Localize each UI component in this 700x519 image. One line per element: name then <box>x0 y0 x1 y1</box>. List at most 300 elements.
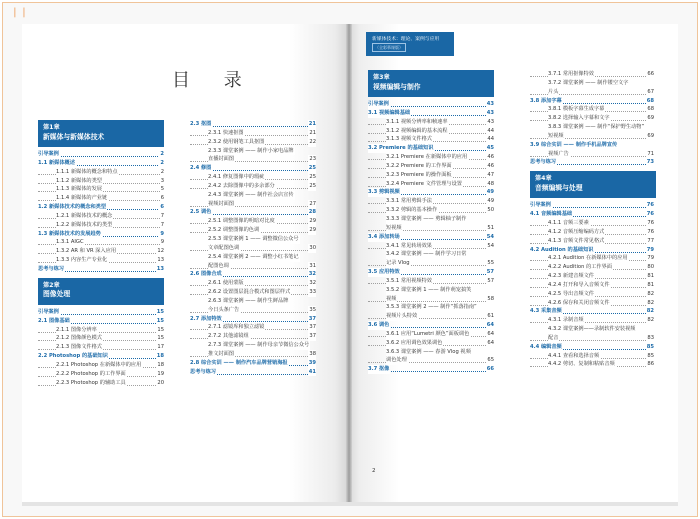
toc-section[interactable] <box>190 164 316 173</box>
entry-title: 1.1.1 新媒体的概念和特点 <box>56 168 118 175</box>
toc-entry[interactable] <box>190 323 316 332</box>
entry-page: 57 <box>487 277 494 284</box>
entry-page: 17 <box>157 344 164 351</box>
toc-entry[interactable] <box>530 105 654 114</box>
entry-title: 3.6 调色 <box>368 322 390 329</box>
entry-page: 54 <box>486 233 494 240</box>
entry-title: 短视频 <box>386 224 402 231</box>
toc-section[interactable] <box>530 343 654 352</box>
chapter-number: 第4章 <box>535 175 552 183</box>
entry-title: 4.4 编辑音频 <box>530 343 562 350</box>
toc-title: 目 录 <box>172 70 256 91</box>
entry-page: 29 <box>309 227 316 234</box>
entry-page: 76 <box>646 211 654 218</box>
chapter-number: 第3章 <box>373 74 390 81</box>
entry-title: 3.6.1 应用“Lumetri 颜色”面板调色 <box>386 330 470 337</box>
entry-title: 3.9 综合实训 —— 制作手机品牌宣传 <box>530 141 618 148</box>
entry-title: 2.3.3 课堂案例 —— 制作小家电品牌 <box>208 147 294 154</box>
entry-page: 46 <box>487 154 494 161</box>
toc-entry[interactable] <box>530 70 654 79</box>
entry-title: 1.1.3 新媒体的发展 <box>56 186 102 193</box>
entry-page: 39 <box>308 359 316 366</box>
entry-title: 2.7.3 课堂案例 —— 制作母亲节微信公众号 <box>208 342 310 349</box>
toc-entry[interactable] <box>530 334 654 343</box>
entry-page: 49 <box>486 189 494 196</box>
entry-title: 直播封面图 <box>208 156 234 163</box>
entry-page: 85 <box>647 352 654 359</box>
entry-page: 30 <box>309 244 316 251</box>
entry-page: 44 <box>487 127 494 134</box>
entry-title: 3.1.2 视频编辑的基本流程 <box>386 127 448 134</box>
entry-page: 31 <box>309 262 316 269</box>
entry-page: 5 <box>160 186 164 193</box>
entry-title: 调色处理 <box>386 357 407 364</box>
toc-section[interactable] <box>368 268 494 277</box>
entry-title: 4.2.1 Audition 在新媒体中的应用 <box>548 255 628 262</box>
toc-entry[interactable] <box>530 237 654 246</box>
entry-page: 33 <box>309 289 316 296</box>
toc-section[interactable] <box>190 270 316 279</box>
entry-page: 49 <box>487 198 494 205</box>
entry-page: 71 <box>647 150 654 157</box>
entry-page: 80 <box>647 264 654 271</box>
toc-entry[interactable] <box>190 155 316 164</box>
entry-page: 73 <box>646 159 654 166</box>
entry-page: 76 <box>647 228 654 235</box>
toc-entry[interactable] <box>190 138 316 147</box>
entry-page: 15 <box>156 317 164 324</box>
entry-title: 3.3 剪辑视频 <box>368 189 400 196</box>
entry-title: 1.1.4 新媒体的产业链 <box>56 195 108 202</box>
toc-entry[interactable] <box>190 173 316 182</box>
entry-page: 54 <box>487 242 494 249</box>
entry-title: 思考与练习 <box>190 368 216 375</box>
chapter-number: 第2章 <box>43 281 60 289</box>
chapter-heading[interactable] <box>530 171 656 198</box>
entry-title: 文章配图色调 <box>208 244 240 251</box>
entry-title: 今日头条广告 <box>208 306 240 313</box>
entry-page: 7 <box>160 212 164 219</box>
toc-entry[interactable] <box>38 379 164 388</box>
entry-page: 48 <box>487 180 494 187</box>
entry-title: 2.6.1 使用蒙版 <box>208 280 244 287</box>
toc-entry[interactable] <box>368 171 494 180</box>
entry-title: 记录 Vlog <box>386 260 410 267</box>
entry-title: 2.4.1 修复图像中的瑕疵 <box>208 174 265 181</box>
toc-entry[interactable] <box>38 221 164 230</box>
toc-entry[interactable] <box>38 334 164 343</box>
toc-section[interactable] <box>368 365 494 374</box>
entry-title: 2.4.3 课堂案例 —— 制作社会店宣传 <box>208 191 294 198</box>
toc-entry[interactable] <box>190 129 316 138</box>
toc-section[interactable] <box>38 230 164 239</box>
entry-title: 2.6.3 课堂案例 —— 制作生鲜品牌 <box>208 297 289 304</box>
entry-page: 3 <box>160 177 164 184</box>
entry-page: 83 <box>647 334 654 341</box>
entry-title: 4.2.5 导出音频文件 <box>548 290 594 297</box>
entry-title: 1.2 新媒体技术的概念和类型 <box>38 204 107 211</box>
toc-entry[interactable] <box>190 226 316 235</box>
entry-page: 85 <box>646 343 654 350</box>
toc-entry[interactable] <box>368 339 494 348</box>
toc-entry[interactable] <box>368 242 494 251</box>
open-book <box>22 24 678 502</box>
entry-page: 22 <box>309 138 316 145</box>
entry-title: 3.2.4 Premiere 文件管理与设置 <box>386 180 462 187</box>
toc-entry[interactable] <box>190 279 316 288</box>
toc-heading[interactable] <box>38 265 164 274</box>
toc-heading[interactable] <box>38 150 164 159</box>
entry-page: 64 <box>487 330 494 337</box>
entry-page: 35 <box>309 306 316 313</box>
toc-entry[interactable] <box>368 206 494 215</box>
toc-heading[interactable] <box>190 368 316 377</box>
toc-entry[interactable] <box>530 352 654 361</box>
page-number: 2 <box>372 468 376 474</box>
toc-section[interactable] <box>530 307 654 316</box>
entry-page: 86 <box>647 361 654 368</box>
toc-entry[interactable] <box>368 312 494 321</box>
toc-entry[interactable] <box>530 272 654 281</box>
entry-title: 1.3.1 AIGC <box>56 239 84 246</box>
entry-title: 1.3.3 内容生产专业化 <box>56 257 108 264</box>
toc-entry[interactable] <box>368 259 494 268</box>
toc-heading[interactable] <box>530 201 654 210</box>
toc-entry[interactable] <box>38 238 164 247</box>
entry-page: 81 <box>647 273 654 280</box>
entry-title: 3.6.2 应用调色效果调色 <box>386 339 443 346</box>
entry-page: 15 <box>157 326 164 333</box>
toc-entry[interactable] <box>190 297 316 306</box>
entry-title: 2.4 修图 <box>190 165 212 172</box>
book-banner <box>366 32 454 56</box>
entry-title: 2.5.4 课堂案例 2 —— 调整小红书笔记 <box>208 253 299 260</box>
entry-page: 25 <box>309 174 316 181</box>
entry-title: 4.2.3 新建音频文件 <box>548 273 594 280</box>
chapter-title: 视频编辑与制作 <box>373 82 421 91</box>
toc-entry[interactable] <box>190 147 316 156</box>
entry-title: 视频片头特效 <box>386 313 418 320</box>
entry-page: 65 <box>487 357 494 364</box>
right-page <box>350 24 678 502</box>
toc-entry[interactable] <box>530 123 654 132</box>
entry-title: 1.3.2 AR 和 VR 深入应用 <box>56 248 117 255</box>
toc-entry[interactable] <box>368 303 494 312</box>
toc-column <box>38 120 164 387</box>
toc-section[interactable] <box>190 315 316 324</box>
toc-entry[interactable] <box>530 150 654 159</box>
toc-entry[interactable] <box>190 253 316 262</box>
entry-page: 57 <box>486 269 494 276</box>
entry-page: 21 <box>308 121 316 127</box>
entry-title: 4.4.1 查看和选择音频 <box>548 352 600 359</box>
toc-entry[interactable] <box>38 194 164 203</box>
entry-title: 视频封面图 <box>208 200 234 207</box>
toc-entry[interactable] <box>368 162 494 171</box>
entry-page: 21 <box>309 129 316 136</box>
entry-title: 4.1.2 音频压缩编码方式 <box>548 228 605 235</box>
entry-page: 82 <box>646 308 654 315</box>
entry-title: 配图色调 <box>208 262 229 269</box>
entry-title: 3.5.3 课堂案例 2 —— 制作“抓落指南” <box>386 304 477 311</box>
entry-page: 66 <box>486 366 494 373</box>
entry-title: 2.1.1 图像分辨率 <box>56 326 97 333</box>
toc-entry[interactable] <box>38 343 164 352</box>
entry-page: 67 <box>647 88 654 95</box>
chapter-number: 第1章 <box>43 124 60 131</box>
banner-title: 新媒体技术：理论、案例与应用 <box>372 37 440 42</box>
corner-mark-icon: | | <box>13 7 27 18</box>
toc-section[interactable] <box>368 109 494 118</box>
toc-column <box>190 120 316 376</box>
entry-title: 配音 <box>548 334 559 341</box>
toc-entry[interactable] <box>530 254 654 263</box>
entry-page: 9 <box>160 230 164 237</box>
toc-section[interactable] <box>38 203 164 212</box>
entry-page: 18 <box>156 353 164 360</box>
entry-title: 1.2.2 新媒体技术的类型 <box>56 221 113 228</box>
entry-page: 69 <box>647 132 654 139</box>
entry-title: 2.2 Photoshop 的基础知识 <box>38 353 108 360</box>
entry-page: 82 <box>647 299 654 306</box>
toc-entry[interactable] <box>368 250 494 259</box>
toc-entry[interactable] <box>368 295 494 304</box>
entry-page: 41 <box>308 368 316 375</box>
entry-title: 4.3 采集音频 <box>530 308 562 315</box>
toc-entry[interactable] <box>368 180 494 189</box>
toc-entry[interactable] <box>368 118 494 127</box>
toc-entry[interactable] <box>38 177 164 186</box>
toc-entry[interactable] <box>190 244 316 253</box>
entry-title: 2.1.2 图像颜色模式 <box>56 335 102 342</box>
entry-page: 25 <box>309 182 316 189</box>
toc-entry[interactable] <box>190 217 316 226</box>
toc-section[interactable] <box>530 97 654 106</box>
entry-title: 2.5 调色 <box>190 209 212 216</box>
banner-tag: （全彩慕课版） <box>372 43 406 52</box>
entry-page: 47 <box>487 171 494 178</box>
entry-page: 82 <box>647 290 654 297</box>
toc-entry[interactable] <box>38 212 164 221</box>
toc-section[interactable] <box>368 321 494 330</box>
toc-entry[interactable] <box>38 326 164 335</box>
entry-page: 79 <box>647 255 654 262</box>
entry-title: 2.2.2 Photoshop 的工作界面 <box>56 370 126 377</box>
toc-entry[interactable] <box>368 197 494 206</box>
toc-entry[interactable] <box>530 79 654 88</box>
toc-entry[interactable] <box>190 235 316 244</box>
entry-page: 68 <box>647 106 654 113</box>
toc-entry[interactable] <box>530 114 654 123</box>
toc-entry[interactable] <box>38 256 164 265</box>
toc-entry[interactable] <box>38 247 164 256</box>
toc-entry[interactable] <box>190 191 316 200</box>
toc-section[interactable] <box>368 144 494 153</box>
toc-entry[interactable] <box>530 88 654 97</box>
entry-page: 32 <box>309 280 316 287</box>
entry-page: 69 <box>647 115 654 122</box>
entry-page: 77 <box>647 237 654 244</box>
entry-title: 4.2.2 Audition 的工作界面 <box>548 264 612 271</box>
entry-title: 4.1.3 音频文件常见格式 <box>548 237 605 244</box>
toc-entry[interactable] <box>530 263 654 272</box>
entry-title: 3.7.2 课堂案例 —— 制作镂空文字 <box>548 79 629 86</box>
entry-title: 2.7.1 滤镜库和独立滤镜 <box>208 324 265 331</box>
entry-page: 2 <box>160 151 164 157</box>
entry-title: 3.3.1 常用剪辑手法 <box>386 198 432 205</box>
toc-entry[interactable] <box>530 299 654 308</box>
toc-entry[interactable] <box>368 277 494 286</box>
toc-entry[interactable] <box>530 219 654 228</box>
entry-title: 3.8 添加字幕 <box>530 97 562 104</box>
entry-title: 3.1 视频编辑基础 <box>368 109 411 116</box>
toc-entry[interactable] <box>530 228 654 237</box>
toc-entry[interactable] <box>190 288 316 297</box>
toc-entry[interactable] <box>368 153 494 162</box>
entry-title: 2.1 图像基础 <box>38 317 70 324</box>
entry-title: 4.1 音频编辑基础 <box>530 211 573 218</box>
toc-entry[interactable] <box>38 370 164 379</box>
entry-title: 引导案例 <box>38 308 59 315</box>
toc-section[interactable] <box>530 210 654 219</box>
toc-entry[interactable] <box>190 306 316 315</box>
entry-page: 7 <box>160 221 164 228</box>
toc-entry[interactable] <box>530 360 654 369</box>
toc-heading[interactable] <box>530 158 654 167</box>
toc-entry[interactable] <box>368 330 494 339</box>
toc-entry[interactable] <box>190 341 316 350</box>
toc-section[interactable] <box>190 208 316 217</box>
entry-title: 4.2.6 保存和关闭音频文件 <box>548 299 610 306</box>
toc-entry[interactable] <box>38 168 164 177</box>
toc-entry[interactable] <box>190 332 316 341</box>
entry-title: 3.2.1 Premiere 在新媒体中的应用 <box>386 154 468 161</box>
entry-page: 43 <box>487 118 494 125</box>
toc-entry[interactable] <box>368 348 494 357</box>
toc-section[interactable] <box>368 233 494 242</box>
toc-section[interactable] <box>38 352 164 361</box>
entry-title: 2.7 添加特效 <box>190 315 222 322</box>
toc-entry[interactable] <box>368 224 494 233</box>
toc-heading[interactable] <box>368 100 494 109</box>
entry-page: 82 <box>647 317 654 324</box>
entry-page: 2 <box>160 159 164 166</box>
entry-title: 2.7.2 其他滤镜组 <box>208 333 249 340</box>
entry-page: 6 <box>160 195 164 202</box>
toc-entry[interactable] <box>368 356 494 365</box>
entry-title: 2.3.1 快速抠图 <box>208 129 244 136</box>
entry-title: 3.4.2 课堂案例 —— 制作学习日常 <box>386 251 467 258</box>
entry-page: 28 <box>308 209 316 216</box>
entry-page: 37 <box>308 315 316 322</box>
toc-entry[interactable] <box>530 316 654 325</box>
toc-section[interactable] <box>368 188 494 197</box>
entry-title: 视频广告 <box>548 150 569 157</box>
toc-section[interactable] <box>38 317 164 326</box>
toc-section[interactable] <box>530 246 654 255</box>
toc-section[interactable] <box>190 359 316 368</box>
entry-page: 76 <box>646 202 654 209</box>
entry-title: 3.8.2 选择输入字幕和文字 <box>548 115 610 122</box>
entry-page: 15 <box>157 335 164 342</box>
entry-page: 38 <box>309 350 316 357</box>
entry-title: 1.2.1 新媒体技术的概念 <box>56 212 113 219</box>
entry-page: 13 <box>156 265 164 272</box>
entry-title: 2.1.3 图像文件格式 <box>56 344 102 351</box>
toc-entry[interactable] <box>190 200 316 209</box>
entry-title: 2.5.2 调整图像的色调 <box>208 227 260 234</box>
entry-title: 3.5 应用特效 <box>368 269 400 276</box>
toc-entry[interactable] <box>190 350 316 359</box>
entry-page: 27 <box>309 200 316 207</box>
toc-entry[interactable] <box>368 286 494 295</box>
entry-title: 4.2 Audition 的基础知识 <box>530 246 594 253</box>
entry-page: 43 <box>486 101 494 107</box>
chapter-title: 图像处理 <box>43 290 71 299</box>
toc-section[interactable] <box>38 159 164 168</box>
entry-title: 3.3.3 课堂案例 —— 剪辑柚子制作 <box>386 215 467 222</box>
toc-entry[interactable] <box>530 290 654 299</box>
entry-page: 29 <box>309 218 316 225</box>
toc-entry[interactable] <box>368 135 494 144</box>
chapter-heading[interactable] <box>368 70 494 97</box>
toc-entry[interactable] <box>530 325 654 334</box>
toc-entry[interactable] <box>530 281 654 290</box>
entry-title: 3.1.3 视频文件格式 <box>386 136 432 143</box>
toc-entry[interactable] <box>190 262 316 271</box>
entry-page: 9 <box>160 239 164 246</box>
entry-title: 2.3 抠图 <box>190 121 212 127</box>
entry-title: 4.4.2 剪切、复制和粘贴音频 <box>548 361 615 368</box>
entry-title: 引导案例 <box>368 101 389 107</box>
entry-title: 2.2.1 Photoshop 在新媒体中的应用 <box>56 361 142 368</box>
entry-title: 3.8.1 模板字幕生成字幕 <box>548 106 605 113</box>
toc-column <box>530 70 654 369</box>
entry-title: 3.2.2 Premiere 的工作界面 <box>386 162 452 169</box>
entry-page: 61 <box>487 313 494 320</box>
toc-section[interactable] <box>530 141 654 150</box>
entry-title: 2.5.1 调整图像的明暗对比度 <box>208 218 275 225</box>
toc-entry[interactable] <box>38 185 164 194</box>
chapter-heading[interactable] <box>38 278 164 305</box>
entry-title: 4.1.1 音频三要素 <box>548 219 589 226</box>
entry-title: 2.2.3 Photoshop 的辅助工具 <box>56 379 126 386</box>
entry-title: 4.3.1 录制音频 <box>548 317 584 324</box>
chapter-heading[interactable] <box>38 120 164 147</box>
entry-title: 2.6.2 设置图层混合模式和图层样式 <box>208 289 291 296</box>
entry-title: 3.7 抠像 <box>368 366 390 373</box>
entry-title: 3.7.1 常用抠像特效 <box>548 71 594 77</box>
chapter-title: 音频编辑与处理 <box>535 183 583 192</box>
entry-title: 1.1 新媒体概述 <box>38 159 75 166</box>
toc-heading[interactable] <box>38 308 164 317</box>
entry-page: 13 <box>157 257 164 264</box>
entry-title: 思考与练习 <box>530 159 556 166</box>
toc-entry[interactable] <box>38 361 164 370</box>
entry-title: 3.8.3 课堂案例 —— 制作“保护野生动物” <box>548 124 645 131</box>
toc-section[interactable] <box>190 120 316 129</box>
entry-page: 19 <box>157 370 164 377</box>
entry-title: 3.2 Premiere 的基础知识 <box>368 145 434 152</box>
toc-entry[interactable] <box>368 127 494 136</box>
entry-page: 23 <box>309 156 316 163</box>
entry-title: 2.6 图像合成 <box>190 271 222 278</box>
toc-entry[interactable] <box>530 132 654 141</box>
toc-entry[interactable] <box>190 182 316 191</box>
entry-page: 64 <box>486 322 494 329</box>
toc-entry[interactable] <box>368 215 494 224</box>
entry-title: 片头 <box>548 88 559 95</box>
